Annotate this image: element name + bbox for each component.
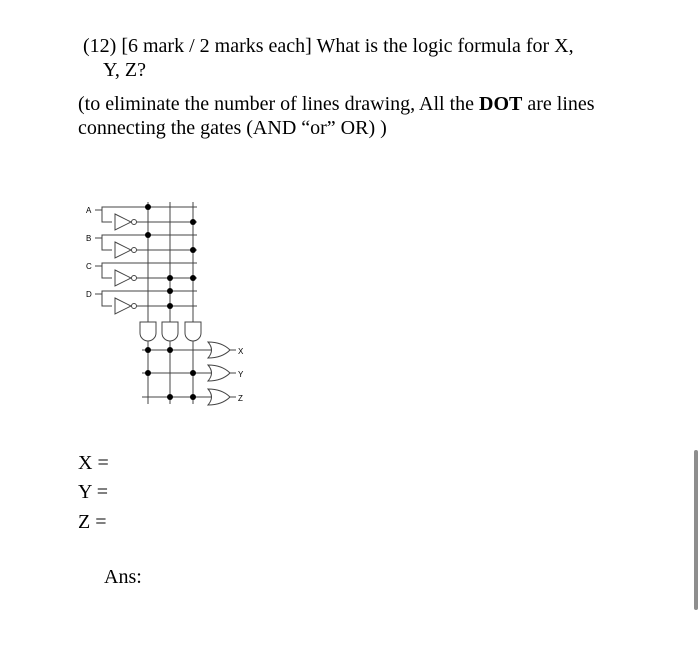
question-line-1: (12) [6 mark / 2 marks each] What is the logic formula for X, [83,35,574,57]
output-label-x: X [238,347,244,356]
or-plane-rows [142,350,211,397]
input-label-c: C [86,262,92,271]
question-line-2: Y, Z? [103,59,146,81]
or-gates [208,342,236,405]
inverter-gates [115,214,137,314]
output-label-z: Z [238,394,243,403]
answer-y-label: Y = [78,481,108,503]
input-label-a: A [86,206,92,215]
note-text-start: (to eliminate the number of lines drawing, All the [78,93,480,115]
input-label-d: D [86,290,92,299]
note-bold-dot: DOT [479,93,523,115]
answer-x-label: X = [78,452,109,474]
and-gates [140,322,201,341]
vertical-scrollbar[interactable] [694,450,698,610]
output-label-y: Y [238,370,244,379]
answer-z-label: Z = [78,511,107,533]
note-text-end: are lines connecting the gates (AND “or” OR) ) [78,93,595,139]
input-label-b: B [86,234,92,243]
ans-label: Ans: [104,566,142,588]
